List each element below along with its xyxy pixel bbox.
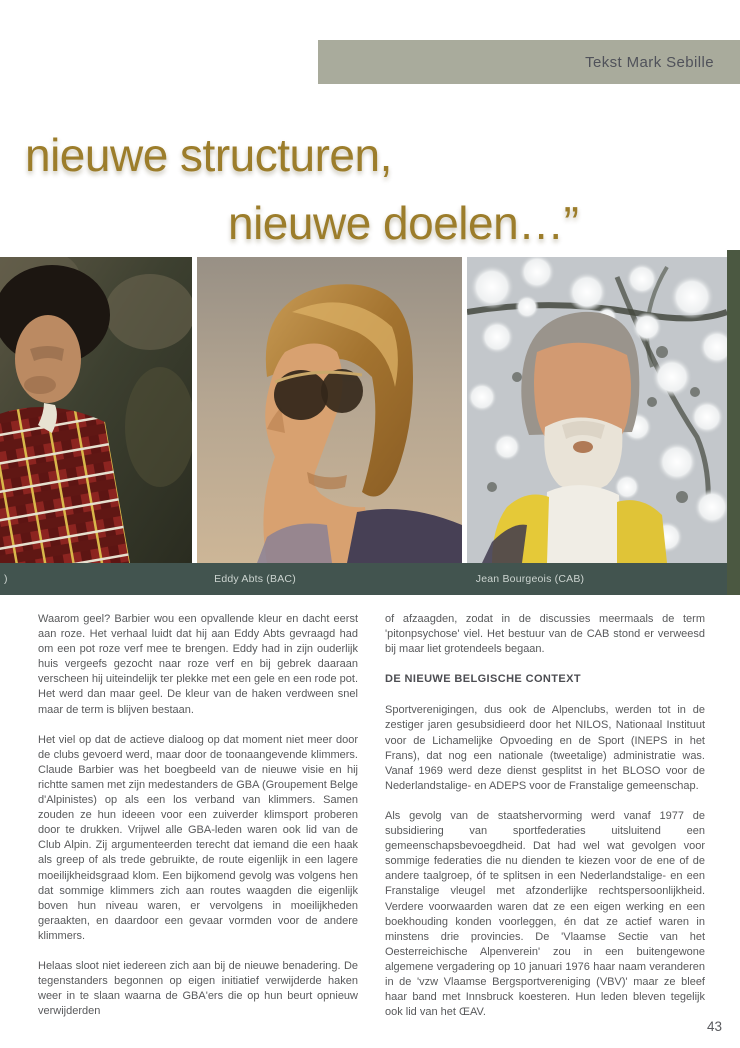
paragraph: Helaas sloot niet iedereen zich aan bij de nieuwe benadering. De tegenstanders begonnen op eigen initiatief verwijderde haken weer in te slaan waarna de GBA'ers die op hun beurt opnieuw verwijderden — [38, 959, 358, 1018]
sidebar-accent-strip — [727, 250, 740, 595]
photo-caption-bar — [0, 563, 727, 595]
photo-plaid-man-illustration — [0, 257, 192, 563]
header-credit-bar — [318, 40, 740, 84]
paragraph: Waarom geel? Barbier wou een opvallende kleur en dacht eerst aan roze. Het verhaal luidt dat hij aan Eddy Abts gevraagd had om een pot roze verf mee te brengen. Eddy had in zijn ouderlijk huis vergeefs gezocht naar roze verf en bij gebrek daaraan verscheen hij uiteindelijk ter plekke met een gele en een rode pot. Het werd dan maar geel. De kleur van de haken verdween snel maar de term is blijven bestaan. — [38, 613, 358, 716]
paragraph: Het viel op dat de actieve dialoog op dat moment niet meer door de clubs gevoerd werd, maar door de toonaangevende klimmers. Claude Barbier was het boegbeeld van de nieuwe visie en hij richtte samen met zijn medestanders de GBA (Groupement Belge d'Alpinistes) op als een los verband van klimmers. Samen zouden ze hun ideeen voor een zuiverder klimsport proberen door te drukken. Vrijwel alle GBA-leden waren ook lid van de Club Alpin. Zij argumenteerden terecht dat iemand die een haak als greep of als trede gebruikte, de route eigenlijk in een lagere moeilijkheidsgraad klom. Een bijkomend gevolg was volgens hen dat sommige klimmers zich aan routes waagden die eigenlijk boven hun niveau waren, er vervolgens in moeilijkheden geraakten, en daardoor een gevaar vormden voor de andere klimmers. — [38, 733, 358, 942]
page-number: 43 — [706, 1019, 722, 1034]
caption-left-truncated: ) — [4, 573, 8, 585]
photo-jean-bourgeois — [467, 257, 727, 563]
photo-profile-sunglasses-illustration — [197, 257, 462, 563]
photo-claude-barbier — [0, 257, 192, 563]
text-credit: Tekst Mark Sebille — [585, 53, 714, 71]
page-title-line-1: nieuwe structuren, — [25, 129, 392, 181]
photo-bearded-man-blossoms-illustration — [467, 257, 727, 563]
paragraph: Sportverenigingen, dus ook de Alpenclubs, werden tot in de zestiger jaren gesubsidieerd door het NILOS, Nationaal Instituut voor de Lichamelijke Opvoeding en de Sport (INEPS in het Frans), dat nog een nationale (tweetalige) administratie was. Vanaf 1969 werd deze dienst gesplitst in het BLOSO voor de Nederlandstalige- en ADEPS voor de Franstalige gemeenschap. — [385, 704, 705, 792]
paragraph: Als gevolg van de staatshervorming werd vanaf 1977 de subsidiering van sportfederaties uitsluitend een gemeenschapsbevoegdheid. Dat had wel wat gevolgen voor sommige federaties die nu dienden te kiezen voor de ene of de andere taalgroep, óf te splitsen in een Nederlandstalige- en een Franstalige vleugel met afzonderlijke rechtspersoonlijkheid. Verdere voorwaarden waren dat ze een eigen werking en een boekhouding konden voorleggen, én dat ze actief waren in minstens drie provincies. De 'Vlaamse Sectie van het Oesterreichische Alpenverein' zou in een buitengewone algemene vergadering op 10 januari 1976 haar naam veranderen in de 'vzw Vlaamse Bergsportvereniging (VBV)' maar ze bleef haar band met Innsbruck koesteren. Hun leden bleven tegelijk ook lid van het ŒAV. — [385, 809, 705, 1019]
article-column-right — [385, 612, 705, 1035]
paragraph: of afzaagden, zodat in de discussies meermaals de term 'pitonpsychose' viel. Het bestuur van de CAB stond er verweesd bij maar liet grotendeels begaan. — [385, 613, 705, 656]
caption-jean-bourgeois: Jean Bourgeois (CAB) — [475, 573, 585, 585]
caption-eddy-abts: Eddy Abts (BAC) — [214, 573, 296, 585]
photo-eddy-abts — [197, 257, 462, 563]
article-column-left — [38, 612, 358, 1034]
page-title-line-2: nieuwe doelen…” — [228, 197, 579, 249]
section-heading: DE NIEUWE BELGISCHE CONTEXT — [385, 673, 581, 686]
